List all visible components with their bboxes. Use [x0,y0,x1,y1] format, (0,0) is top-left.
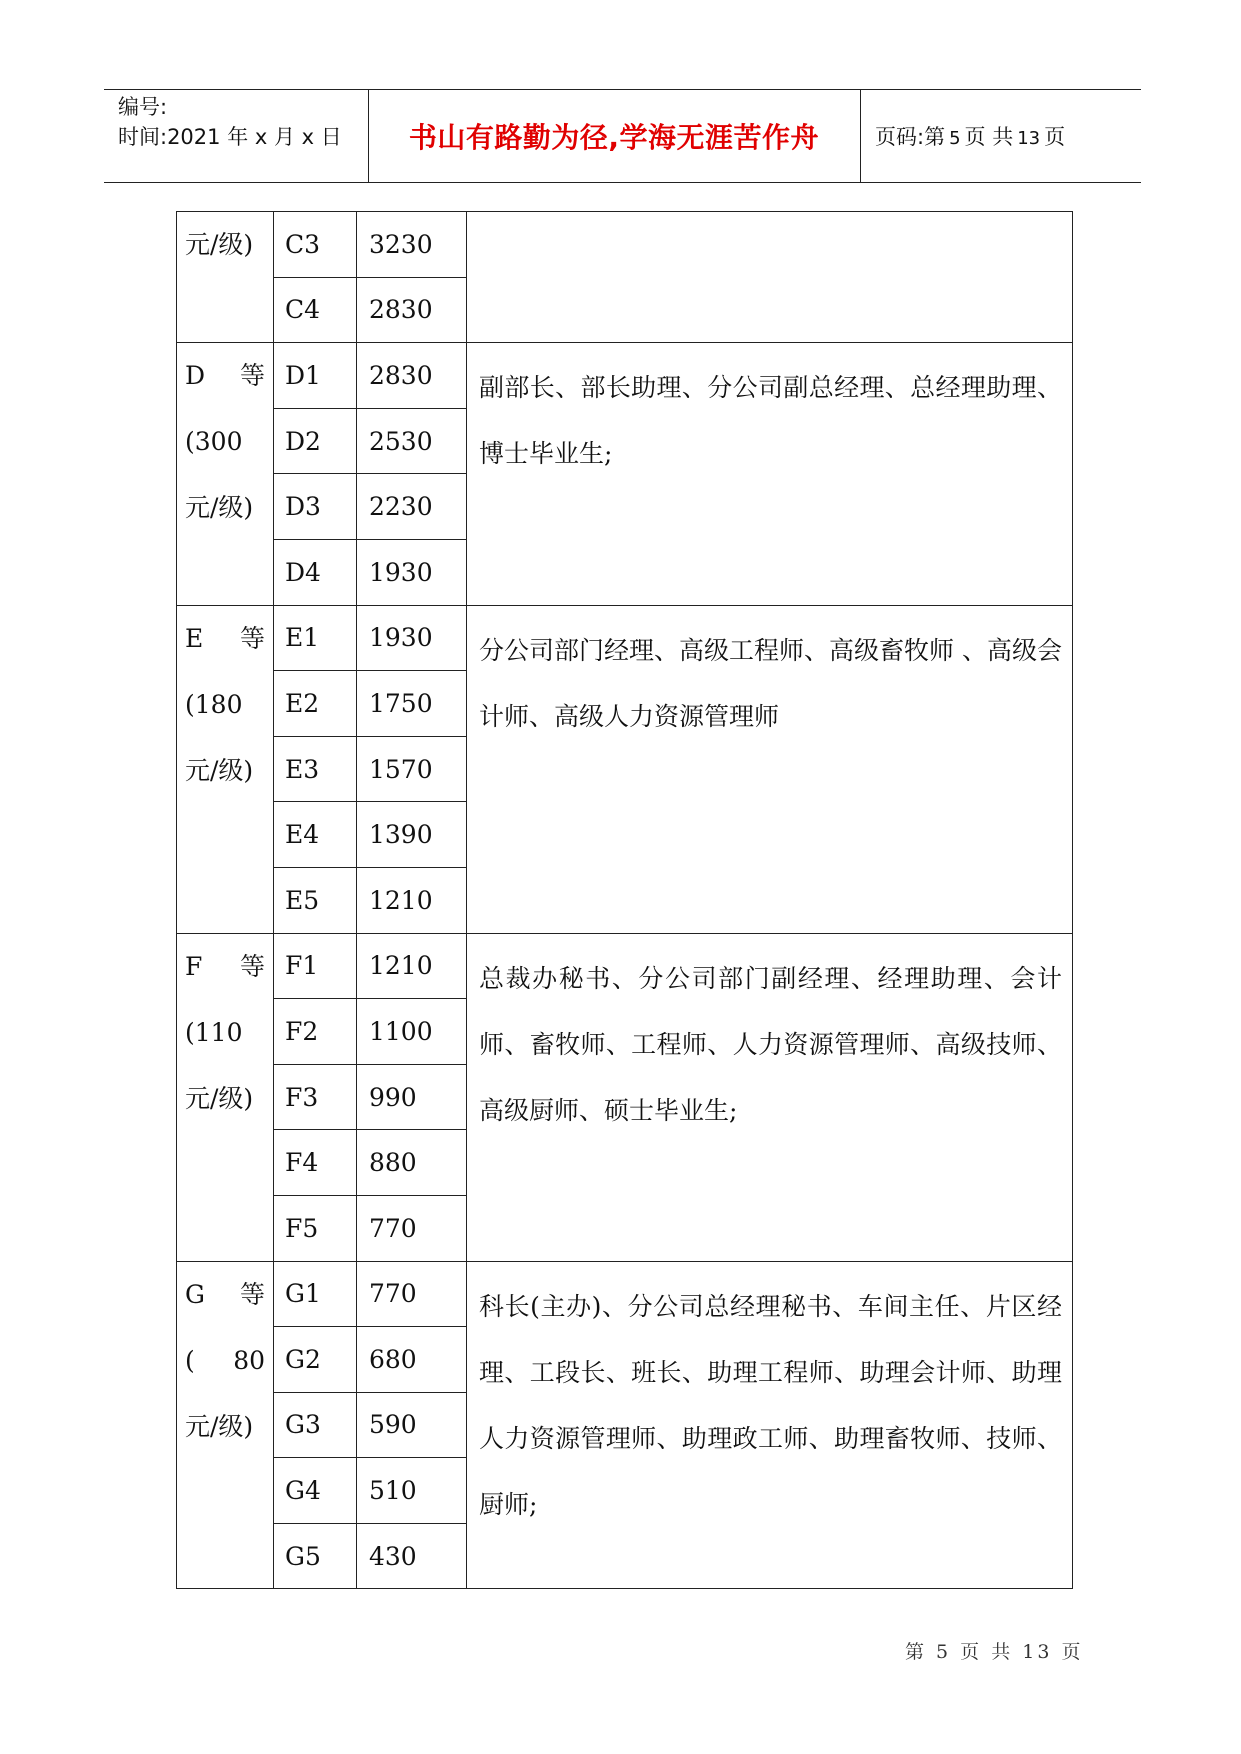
grade-label-line [185,1262,265,1328]
page-footer: 第 5 页 共 13 页 [905,1641,1084,1663]
amount-cell: 1210 [357,933,467,999]
header-page-mid: 页 共 [964,125,1014,149]
table-row [177,1261,1073,1327]
amount-cell: 3230 [357,212,467,278]
grade-letter: F [185,951,203,981]
grade-rank-char: 等 [239,951,265,981]
positions-cell: 分公司部门经理、高级工程师、高级畜牧师 、高级会计师、高级人力资源管理师 [467,605,1073,933]
amount-cell: 1930 [357,539,467,605]
header-meta [118,92,342,152]
amount-cell: 1750 [357,671,467,737]
level-cell: D2 [274,408,357,474]
amount-cell: 430 [357,1523,467,1589]
grade-label-line: (300 [185,427,243,457]
level-cell: E4 [274,802,357,868]
amount-cell: 680 [357,1327,467,1393]
positions-cell: 总裁办秘书、分公司部门副经理、经理助理、会计师、畜牧师、工程师、人力资源管理师、高级技师、高级厨师、硕士毕业生; [467,933,1073,1261]
amount-cell: 1210 [357,867,467,933]
amount-cell: 2230 [357,474,467,540]
grade-cell [177,933,274,1261]
grade-label-line [185,934,265,1000]
grade-rank-char: 等 [239,623,265,653]
level-cell: D4 [274,539,357,605]
grade-letter: D [185,361,206,391]
level-cell: G3 [274,1392,357,1458]
grade-letter: G [185,1279,205,1309]
positions-cell [467,212,1073,343]
header-motto: 书山有路勤为径,学海无涯苦作舟 [408,120,820,154]
header-page-suffix: 页 [1044,125,1066,149]
amount-cell: 1390 [357,802,467,868]
positions-cell: 科长(主办)、分公司总经理秘书、车间主任、片区经理、工段长、班长、助理工程师、助理会计师、助理人力资源管理师、助理政工师、助理畜牧师、技师、厨师; [467,1261,1073,1589]
amount-cell: 2530 [357,408,467,474]
header-number-label: 编号: [118,95,168,119]
grade-label-line: 元/级) [185,230,254,259]
header-page-info [875,121,1065,151]
level-cell: F4 [274,1130,357,1196]
positions-cell: 副部长、部长助理、分公司副总经理、总经理助理、博士毕业生; [467,343,1073,605]
level-cell: F1 [274,933,357,999]
amount-cell: 770 [357,1195,467,1261]
amount-cell: 1930 [357,605,467,671]
header-page-number: 5 [949,128,961,149]
grade-cell [177,1261,274,1589]
level-cell: F2 [274,999,357,1065]
amount-cell: 990 [357,1064,467,1130]
table-row [177,212,1073,278]
grade-label-line: 元/级) [185,493,254,523]
level-cell: E1 [274,605,357,671]
level-cell: G5 [274,1523,357,1589]
level-cell: F5 [274,1195,357,1261]
level-cell: D1 [274,343,357,409]
header-page-total: 13 [1017,128,1041,149]
grade-label-line: 元/级) [185,1083,254,1113]
level-cell: C4 [274,277,357,343]
header-time-label: 时间:2021 年 x 月 x 日 [118,125,342,149]
level-cell: G1 [274,1261,357,1327]
grade-label-line: (180 [185,689,243,719]
grade-label-line [185,1328,265,1394]
amount-cell: 1570 [357,736,467,802]
level-cell: C3 [274,212,357,278]
level-cell: E5 [274,867,357,933]
grade-letter: ( [185,1345,195,1375]
amount-cell: 2830 [357,277,467,343]
grade-rank-char: 80 [233,1345,265,1375]
grade-rank-char: 等 [239,361,265,391]
table-row [177,343,1073,409]
grade-rank-char: 等 [239,1279,265,1309]
grade-cell [177,605,274,933]
grade-label-line: 元/级) [185,1411,254,1441]
level-cell: D3 [274,474,357,540]
amount-cell: 770 [357,1261,467,1327]
grade-label-line [185,606,265,672]
amount-cell: 2830 [357,343,467,409]
level-cell: G2 [274,1327,357,1393]
amount-cell: 510 [357,1458,467,1524]
level-cell: F3 [274,1064,357,1130]
amount-cell: 590 [357,1392,467,1458]
salary-grade-table [176,211,1073,1589]
grade-letter: E [185,623,204,653]
grade-label-line: (110 [185,1017,243,1047]
level-cell: G4 [274,1458,357,1524]
level-cell: E3 [274,736,357,802]
amount-cell: 880 [357,1130,467,1196]
grade-label-line: 元/级) [185,755,254,785]
grade-label-line [185,343,265,409]
grade-cell [177,343,274,605]
amount-cell: 1100 [357,999,467,1065]
table-row [177,933,1073,999]
header-divider-right [860,89,861,182]
header-bottom-rule [104,182,1141,183]
level-cell: E2 [274,671,357,737]
grade-cell [177,212,274,343]
header-page-prefix: 页码:第 [875,125,946,149]
table-row [177,605,1073,671]
